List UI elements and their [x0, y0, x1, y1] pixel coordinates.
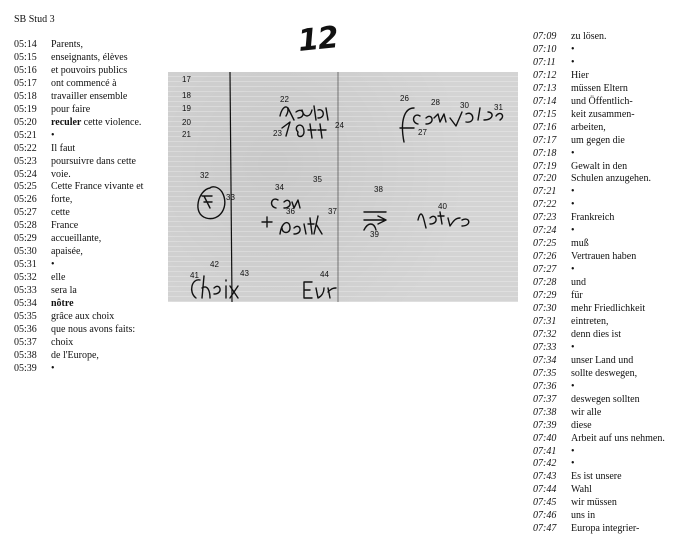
transcript-text: um gegen die — [571, 134, 625, 146]
timestamp: 05:26 — [14, 194, 37, 206]
right-line — [533, 173, 665, 186]
right-line — [533, 44, 665, 57]
label-39: 39 — [370, 230, 379, 239]
timestamp: 05:37 — [14, 336, 37, 348]
label-21: 21 — [182, 130, 191, 139]
arrow-symbol — [364, 212, 386, 230]
right-line — [533, 70, 665, 83]
transcript-text: wir alle — [571, 406, 602, 418]
left-line — [14, 130, 143, 143]
label-37: 37 — [328, 207, 337, 216]
transcript-text: Es ist unsere — [571, 471, 622, 483]
transcript-text: deswegen sollten — [571, 393, 640, 405]
transcript-text: Arbeit auf uns nehmen. — [571, 432, 665, 444]
timestamp: 05:34 — [14, 298, 37, 310]
timestamp: 07:30 — [533, 303, 557, 315]
label-40: 40 — [438, 202, 447, 211]
label-18: 18 — [182, 91, 191, 100]
transcript-text: apaisée, — [51, 246, 83, 258]
left-line — [14, 259, 143, 272]
handwriting-eur — [304, 282, 336, 298]
handwritten-notes-sketch — [168, 72, 518, 302]
timestamp: 05:33 — [14, 285, 37, 297]
label-26: 26 — [400, 94, 409, 103]
timestamp: 05:19 — [14, 103, 37, 115]
label-35: 35 — [313, 175, 322, 184]
right-line — [533, 122, 665, 135]
left-line — [14, 207, 143, 220]
label-27: 27 — [418, 128, 427, 137]
transcript-text: • — [571, 341, 575, 353]
timestamp: 07:47 — [533, 523, 557, 535]
right-line — [533, 303, 665, 316]
right-line — [533, 83, 665, 96]
scanned-notes-figure — [168, 72, 518, 302]
right-line — [533, 109, 665, 122]
label-33: 33 — [226, 193, 235, 202]
label-44: 44 — [320, 270, 329, 279]
timestamp: 07:15 — [533, 108, 557, 120]
transcript-text: Wahl — [571, 484, 592, 496]
left-line — [14, 311, 143, 324]
left-line — [14, 52, 143, 65]
right-line — [533, 471, 665, 484]
left-line — [14, 91, 143, 104]
right-transcript-column — [533, 31, 665, 536]
timestamp: 07:25 — [533, 238, 557, 250]
transcript-text: sera la — [51, 285, 77, 297]
timestamp: 07:17 — [533, 134, 557, 146]
right-line — [533, 199, 665, 212]
left-line — [14, 350, 143, 363]
transcript-text: • — [571, 445, 575, 457]
timestamp: 05:36 — [14, 323, 37, 335]
right-line — [533, 510, 665, 523]
right-line — [533, 458, 665, 471]
label-34: 34 — [275, 183, 284, 192]
transcript-text: • — [571, 380, 575, 392]
timestamp: 07:09 — [533, 31, 557, 42]
right-line — [533, 251, 665, 264]
label-30: 30 — [460, 101, 469, 110]
timestamp: 05:31 — [14, 259, 37, 271]
timestamp: 07:32 — [533, 328, 557, 340]
transcript-text: choix — [51, 336, 74, 348]
timestamp: 07:43 — [533, 471, 557, 483]
right-line — [533, 212, 665, 225]
handwriting-f — [400, 108, 414, 142]
timestamp: 07:20 — [533, 173, 557, 185]
left-line — [14, 337, 143, 350]
timestamp: 05:27 — [14, 207, 37, 219]
label-42: 42 — [210, 260, 219, 269]
timestamp: 07:28 — [533, 277, 557, 289]
transcript-text: unser Land und — [571, 354, 634, 366]
transcript-text: diese — [571, 419, 592, 431]
label-23: 23 — [273, 129, 282, 138]
transcript-text: Vertrauen haben — [571, 251, 637, 263]
right-line — [533, 31, 665, 44]
timestamp: 05:15 — [14, 51, 37, 63]
transcript-text: • — [571, 43, 575, 55]
transcript-text: • — [571, 186, 575, 198]
timestamp: 07:40 — [533, 432, 557, 444]
timestamp: 07:21 — [533, 186, 557, 198]
right-line — [533, 135, 665, 148]
transcript-text: • — [51, 259, 55, 271]
transcript-text: und Öffentlich- — [571, 95, 633, 107]
transcript-text: grâce aux choix — [51, 311, 115, 323]
timestamp: 07:14 — [533, 95, 557, 107]
timestamp: 07:33 — [533, 341, 557, 353]
transcript-text: travailler ensemble — [51, 90, 128, 102]
handwriting-choix — [192, 276, 238, 298]
timestamp: 07:18 — [533, 147, 557, 159]
transcript-text: France — [51, 220, 79, 232]
transcript-text: cette — [51, 207, 70, 219]
timestamp: 07:39 — [533, 419, 557, 431]
left-line — [14, 104, 143, 117]
transcript-text: muß — [571, 238, 589, 250]
transcript-text: Gewalt in den — [571, 160, 628, 172]
timestamp: 05:14 — [14, 39, 37, 50]
transcript-text: poursuivre dans cette — [51, 155, 136, 167]
right-line — [533, 342, 665, 355]
transcript-text: forte, — [51, 194, 73, 206]
timestamp: 07:36 — [533, 380, 557, 392]
left-line — [14, 220, 143, 233]
timestamp: 05:30 — [14, 246, 37, 258]
timestamp: 05:18 — [14, 90, 37, 102]
timestamp: 07:27 — [533, 264, 557, 276]
handwriting-off — [282, 122, 326, 138]
right-line — [533, 446, 665, 459]
timestamp: 07:38 — [533, 406, 557, 418]
timestamp: 07:42 — [533, 458, 557, 470]
transcript-text: pour faire — [51, 103, 91, 115]
right-line — [533, 290, 665, 303]
timestamp: 07:19 — [533, 160, 557, 172]
right-line — [533, 497, 665, 510]
transcript-text: Europa integrier- — [571, 523, 640, 535]
left-line — [14, 363, 143, 376]
transcript-text: enseignants, élèves — [51, 51, 128, 63]
right-line — [533, 186, 665, 199]
label-38: 38 — [374, 185, 383, 194]
handwriting-notre — [418, 212, 469, 228]
transcript-text: et pouvoirs publics — [51, 64, 128, 76]
left-line — [14, 246, 143, 259]
right-line — [533, 329, 665, 342]
timestamp: 07:35 — [533, 367, 557, 379]
right-line — [533, 277, 665, 290]
left-line — [14, 181, 143, 194]
transcript-text: Frankreich — [571, 212, 615, 224]
transcript-text: wir müssen — [571, 497, 617, 509]
right-line — [533, 264, 665, 277]
timestamp: 05:29 — [14, 233, 37, 245]
left-line — [14, 298, 143, 311]
timestamp: 05:25 — [14, 181, 37, 193]
timestamp: 05:24 — [14, 168, 37, 180]
transcript-text: • — [571, 147, 575, 159]
page-number: 12 — [296, 20, 340, 59]
timestamp: 05:16 — [14, 64, 37, 76]
left-transcript-column — [14, 39, 143, 376]
transcript-text: müssen Eltern — [571, 82, 628, 94]
timestamp: 07:29 — [533, 290, 557, 302]
timestamp: 07:26 — [533, 251, 557, 263]
label-32: 32 — [200, 171, 209, 180]
timestamp: 05:20 — [14, 116, 37, 128]
transcript-text: denn dies ist — [571, 328, 621, 340]
label-36: 36 — [286, 207, 295, 216]
emphasized-word: reculer — [51, 116, 84, 128]
transcript-text: • — [51, 129, 55, 141]
timestamp: 07:44 — [533, 484, 557, 496]
transcript-text: voie. — [51, 168, 71, 180]
transcript-text: • — [571, 458, 575, 470]
timestamp: 07:45 — [533, 497, 557, 509]
timestamp: 07:22 — [533, 199, 557, 211]
left-line — [14, 324, 143, 337]
label-19: 19 — [182, 104, 191, 113]
timestamp: 07:16 — [533, 121, 557, 133]
circled-f — [198, 187, 225, 219]
transcript-text: de l'Europe, — [51, 349, 99, 361]
right-line — [533, 484, 665, 497]
transcript-text: Il faut — [51, 142, 76, 154]
transcript-text: zu lösen. — [571, 31, 607, 42]
left-line — [14, 272, 143, 285]
transcript-text: und — [571, 277, 586, 289]
left-line — [14, 194, 143, 207]
right-line — [533, 225, 665, 238]
transcript-text: • — [571, 264, 575, 276]
transcript-text: uns in — [571, 510, 596, 522]
right-line — [533, 523, 665, 536]
transcript-text: arbeiten, — [571, 121, 606, 133]
left-line — [14, 117, 143, 130]
left-line — [14, 143, 143, 156]
right-line — [533, 355, 665, 368]
timestamp: 05:23 — [14, 155, 37, 167]
timestamp: 07:37 — [533, 393, 557, 405]
right-line — [533, 394, 665, 407]
transcript-text: nôtre — [51, 298, 74, 310]
right-line — [533, 238, 665, 251]
right-line — [533, 161, 665, 174]
left-line — [14, 39, 143, 52]
left-line — [14, 65, 143, 78]
timestamp: 05:39 — [14, 362, 37, 374]
timestamp: 07:23 — [533, 212, 557, 224]
timestamp: 07:31 — [533, 315, 557, 327]
left-line — [14, 78, 143, 91]
transcript-text: Cette France vivante et — [51, 181, 144, 193]
transcript-text: que nous avons faits: — [51, 323, 136, 335]
timestamp: 07:11 — [533, 56, 556, 68]
timestamp: 07:41 — [533, 445, 557, 457]
transcript-text: • — [571, 56, 575, 68]
label-28: 28 — [431, 98, 440, 107]
transcript-text: Hier — [571, 69, 589, 81]
right-line — [533, 148, 665, 161]
transcript-text: eintreten, — [571, 315, 609, 327]
left-line — [14, 233, 143, 246]
transcript-text: • — [571, 199, 575, 211]
label-43: 43 — [240, 269, 249, 278]
label-31: 31 — [494, 103, 503, 112]
transcript-text: • — [51, 362, 55, 374]
right-line — [533, 381, 665, 394]
handwriting-parent — [280, 106, 328, 120]
label-17: 17 — [182, 75, 191, 84]
right-line — [533, 316, 665, 329]
timestamp: 07:24 — [533, 225, 557, 237]
handwriting-com — [414, 114, 446, 124]
timestamp: 07:13 — [533, 82, 557, 94]
timestamp: 05:17 — [14, 77, 37, 89]
transcript-text: keit zusammen- — [571, 108, 635, 120]
left-line — [14, 156, 143, 169]
transcript-text: sollte deswegen, — [571, 367, 638, 379]
timestamp: 07:10 — [533, 43, 557, 55]
timestamp: 05:21 — [14, 129, 37, 141]
left-line — [14, 169, 143, 182]
handwriting-part — [262, 216, 322, 234]
label-24: 24 — [335, 121, 344, 130]
transcript-text: Parents, — [51, 39, 83, 50]
timestamp: 05:38 — [14, 349, 37, 361]
transcript-text: mehr Friedlichkeit — [571, 303, 646, 315]
timestamp: 07:34 — [533, 354, 557, 366]
label-41: 41 — [190, 271, 199, 280]
transcript-text: ont commencé à — [51, 77, 117, 89]
transcript-text: • — [571, 225, 575, 237]
timestamp: 07:46 — [533, 510, 557, 522]
right-line — [533, 420, 665, 433]
timestamp: 07:12 — [533, 69, 557, 81]
right-line — [533, 433, 665, 446]
right-line — [533, 96, 665, 109]
transcript-text: für — [571, 290, 583, 302]
transcript-text: elle — [51, 272, 66, 284]
left-line — [14, 285, 143, 298]
right-line — [533, 368, 665, 381]
timestamp: 05:32 — [14, 272, 37, 284]
transcript-text — [51, 117, 141, 130]
timestamp: 05:35 — [14, 311, 37, 323]
right-line — [533, 407, 665, 420]
transcript-text: accueillante, — [51, 233, 102, 245]
label-22: 22 — [280, 95, 289, 104]
transcript-text-rest: cette violence. — [83, 116, 142, 128]
transcript-text: Schulen anzugehen. — [571, 173, 651, 185]
document-header: SB Stud 3 — [14, 14, 55, 25]
timestamp: 05:28 — [14, 220, 37, 232]
timestamp: 05:22 — [14, 142, 37, 154]
label-20: 20 — [182, 118, 191, 127]
right-line — [533, 57, 665, 70]
